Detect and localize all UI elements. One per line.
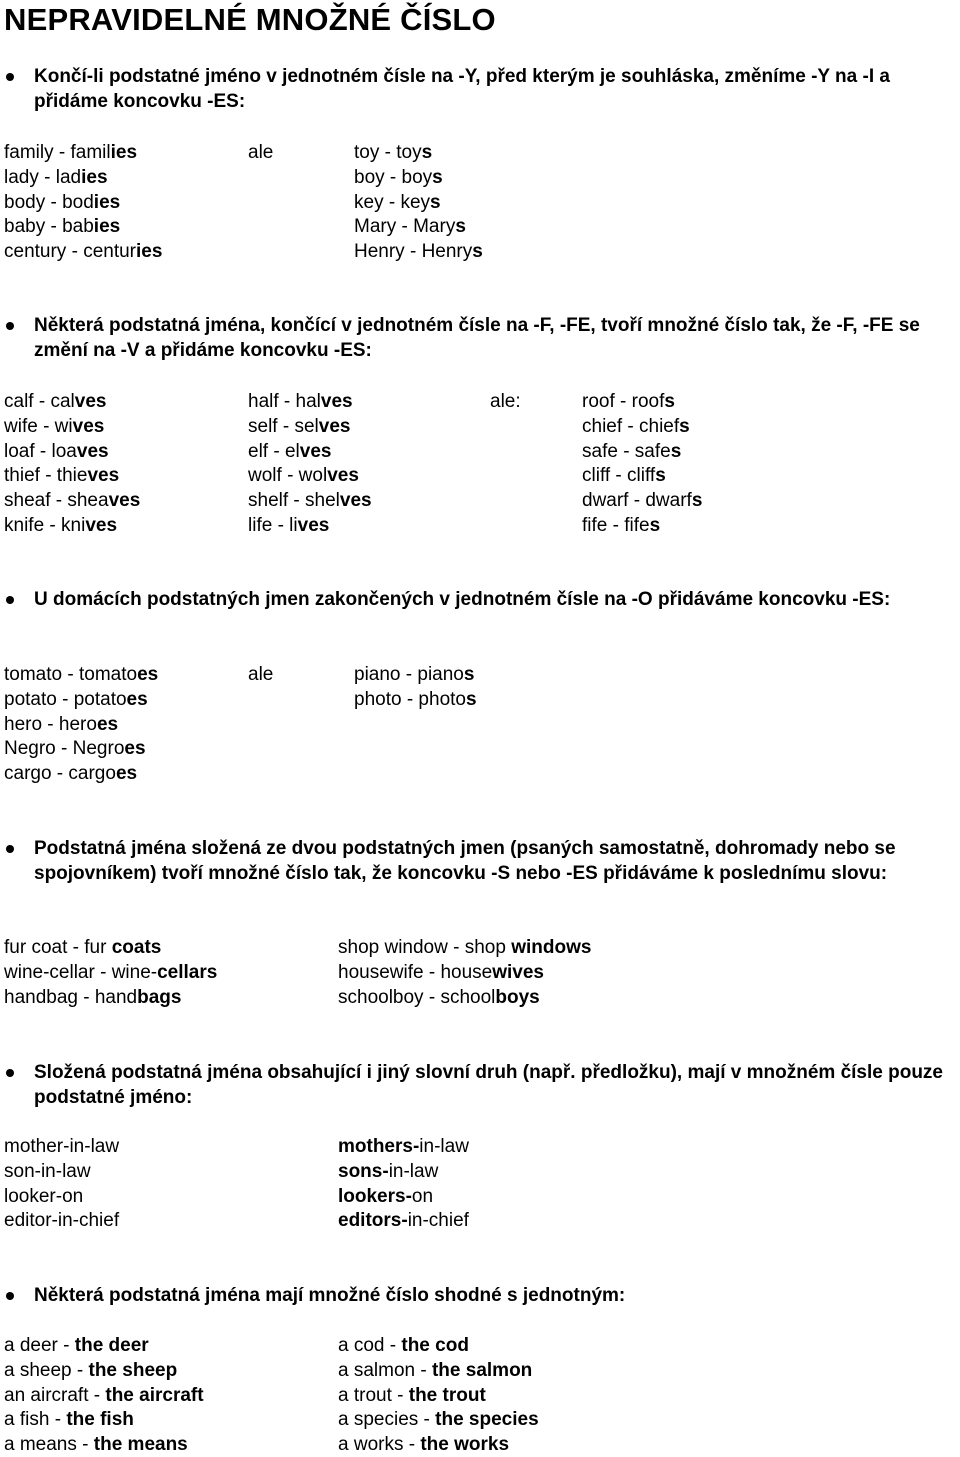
example-entry: potato - potatoes [4,688,148,710]
example-entry: a trout - the trout [338,1384,486,1406]
example-entry: son-in-law [4,1160,91,1182]
example-entry: body - bodies [4,191,121,213]
example-entry: life - lives [248,515,330,536]
example-entry: a works - the works [338,1434,510,1456]
example-entry: a fish - the fish [4,1409,134,1431]
example-entry: a deer - the deer [4,1335,149,1356]
example-entry: knife - knives [4,515,118,536]
example-entry: looker-on [4,1185,84,1207]
example-entry: wolf - wolves [248,465,359,487]
example-entry: a species - the species [338,1409,539,1431]
example-entry: housewife - housewives [338,961,544,983]
example-entry: mothers-in-law [338,1136,469,1157]
example-entry: family - families [4,142,138,163]
bullet-dot-icon [6,596,14,604]
example-entry: wife - wives [4,415,105,437]
example-entry: shelf - shelves [248,490,372,512]
example-entry: dwarf - dwarfs [582,490,703,512]
example-entry: sheaf - sheaves [4,490,141,512]
bullet-dot-icon [6,845,14,853]
example-entry: thief - thieves [4,465,120,487]
example-entry: ale: [490,391,521,412]
example-entry: loaf - loaves [4,440,109,462]
example-entry: mother-in-law [4,1136,120,1157]
rule-text: Některá podstatná jména mají množné číslo shodné s jednotným: [34,1285,626,1306]
example-entry: a salmon - the salmon [338,1359,533,1381]
example-entry: a sheep - the sheep [4,1359,178,1381]
example-entry: half - halves [248,391,353,412]
example-entry: safe - safes [582,440,682,462]
rule-text: U domácích podstatných jmen zakončených v jednotném čísle na -O přidáváme koncovku -ES: [34,589,891,610]
example-entry: fife - fifes [582,515,661,536]
example-entry: a cod - the cod [338,1335,469,1356]
example-entry: sons-in-law [338,1160,439,1182]
example-entry: piano - pianos [354,664,475,685]
example-entry: Mary - Marys [354,216,466,238]
example-entry: century - centuries [4,241,163,263]
example-entry: hero - heroes [4,713,119,735]
example-entry: handbag - handbags [4,986,182,1008]
example-entry: editors-in-chief [338,1210,469,1232]
example-entry: boy - boys [354,166,443,188]
rule-text: Podstatná jména složená ze dvou podstatných jmen (psaných samostatně, dohromady nebo se spojovníkem) tvoří množné číslo tak, že koncovku -S nebo -ES přidáváme k poslednímu slovu: [34,838,896,884]
example-entry: fur coat - fur coats [4,937,162,958]
rule-text: Končí-li podstatné jméno v jednotném čísle na -Y, před kterým je souhláska, změníme -Y na -I a přidáme koncovku -ES: [34,66,890,112]
example-entry: wine-cellar - wine-cellars [4,961,218,983]
rule-text: Složená podstatná jména obsahující i jiný slovní druh (např. předložku), mají v množném čísle pouze podstatné jméno: [34,1062,943,1108]
example-entry: Negro - Negroes [4,738,146,760]
example-entry: cliff - cliffs [582,465,666,487]
example-entry: toy - toys [354,142,433,163]
example-entry: lady - ladies [4,166,108,188]
example-entry: Henry - Henrys [354,241,483,263]
rule-text: Některá podstatná jména, končící v jednotném čísle na -F, -FE, tvoří množné číslo tak, že -F, -FE se změní na -V a přidáme koncovku -ES: [34,315,920,361]
example-entry: elf - elves [248,440,332,462]
example-entry: self - selves [248,415,351,437]
example-entry: lookers-on [338,1185,434,1207]
example-entry: an aircraft - the aircraft [4,1384,204,1406]
example-entry: tomato - tomatoes [4,664,159,685]
example-entry: roof - roofs [582,391,675,412]
example-entry: calf - calves [4,391,107,412]
example-entry: ale [248,142,274,163]
bullet-dot-icon [6,73,14,81]
example-entry: a means - the means [4,1434,188,1456]
page-title: NEPRAVIDELNÉ MNOŽNÉ ČÍSLO [4,2,496,37]
example-entry: editor-in-chief [4,1210,120,1232]
example-entry: ale [248,664,274,685]
example-entry: baby - babies [4,216,121,238]
example-entry: photo - photos [354,688,477,710]
example-entry: chief - chiefs [582,415,690,437]
example-entry: shop window - shop windows [338,937,592,958]
bullet-dot-icon [6,1292,14,1300]
example-entry: schoolboy - schoolboys [338,986,540,1008]
bullet-dot-icon [6,1069,14,1077]
example-entry: key - keys [354,191,441,213]
bullet-dot-icon [6,322,14,330]
example-entry: cargo - cargoes [4,763,138,785]
